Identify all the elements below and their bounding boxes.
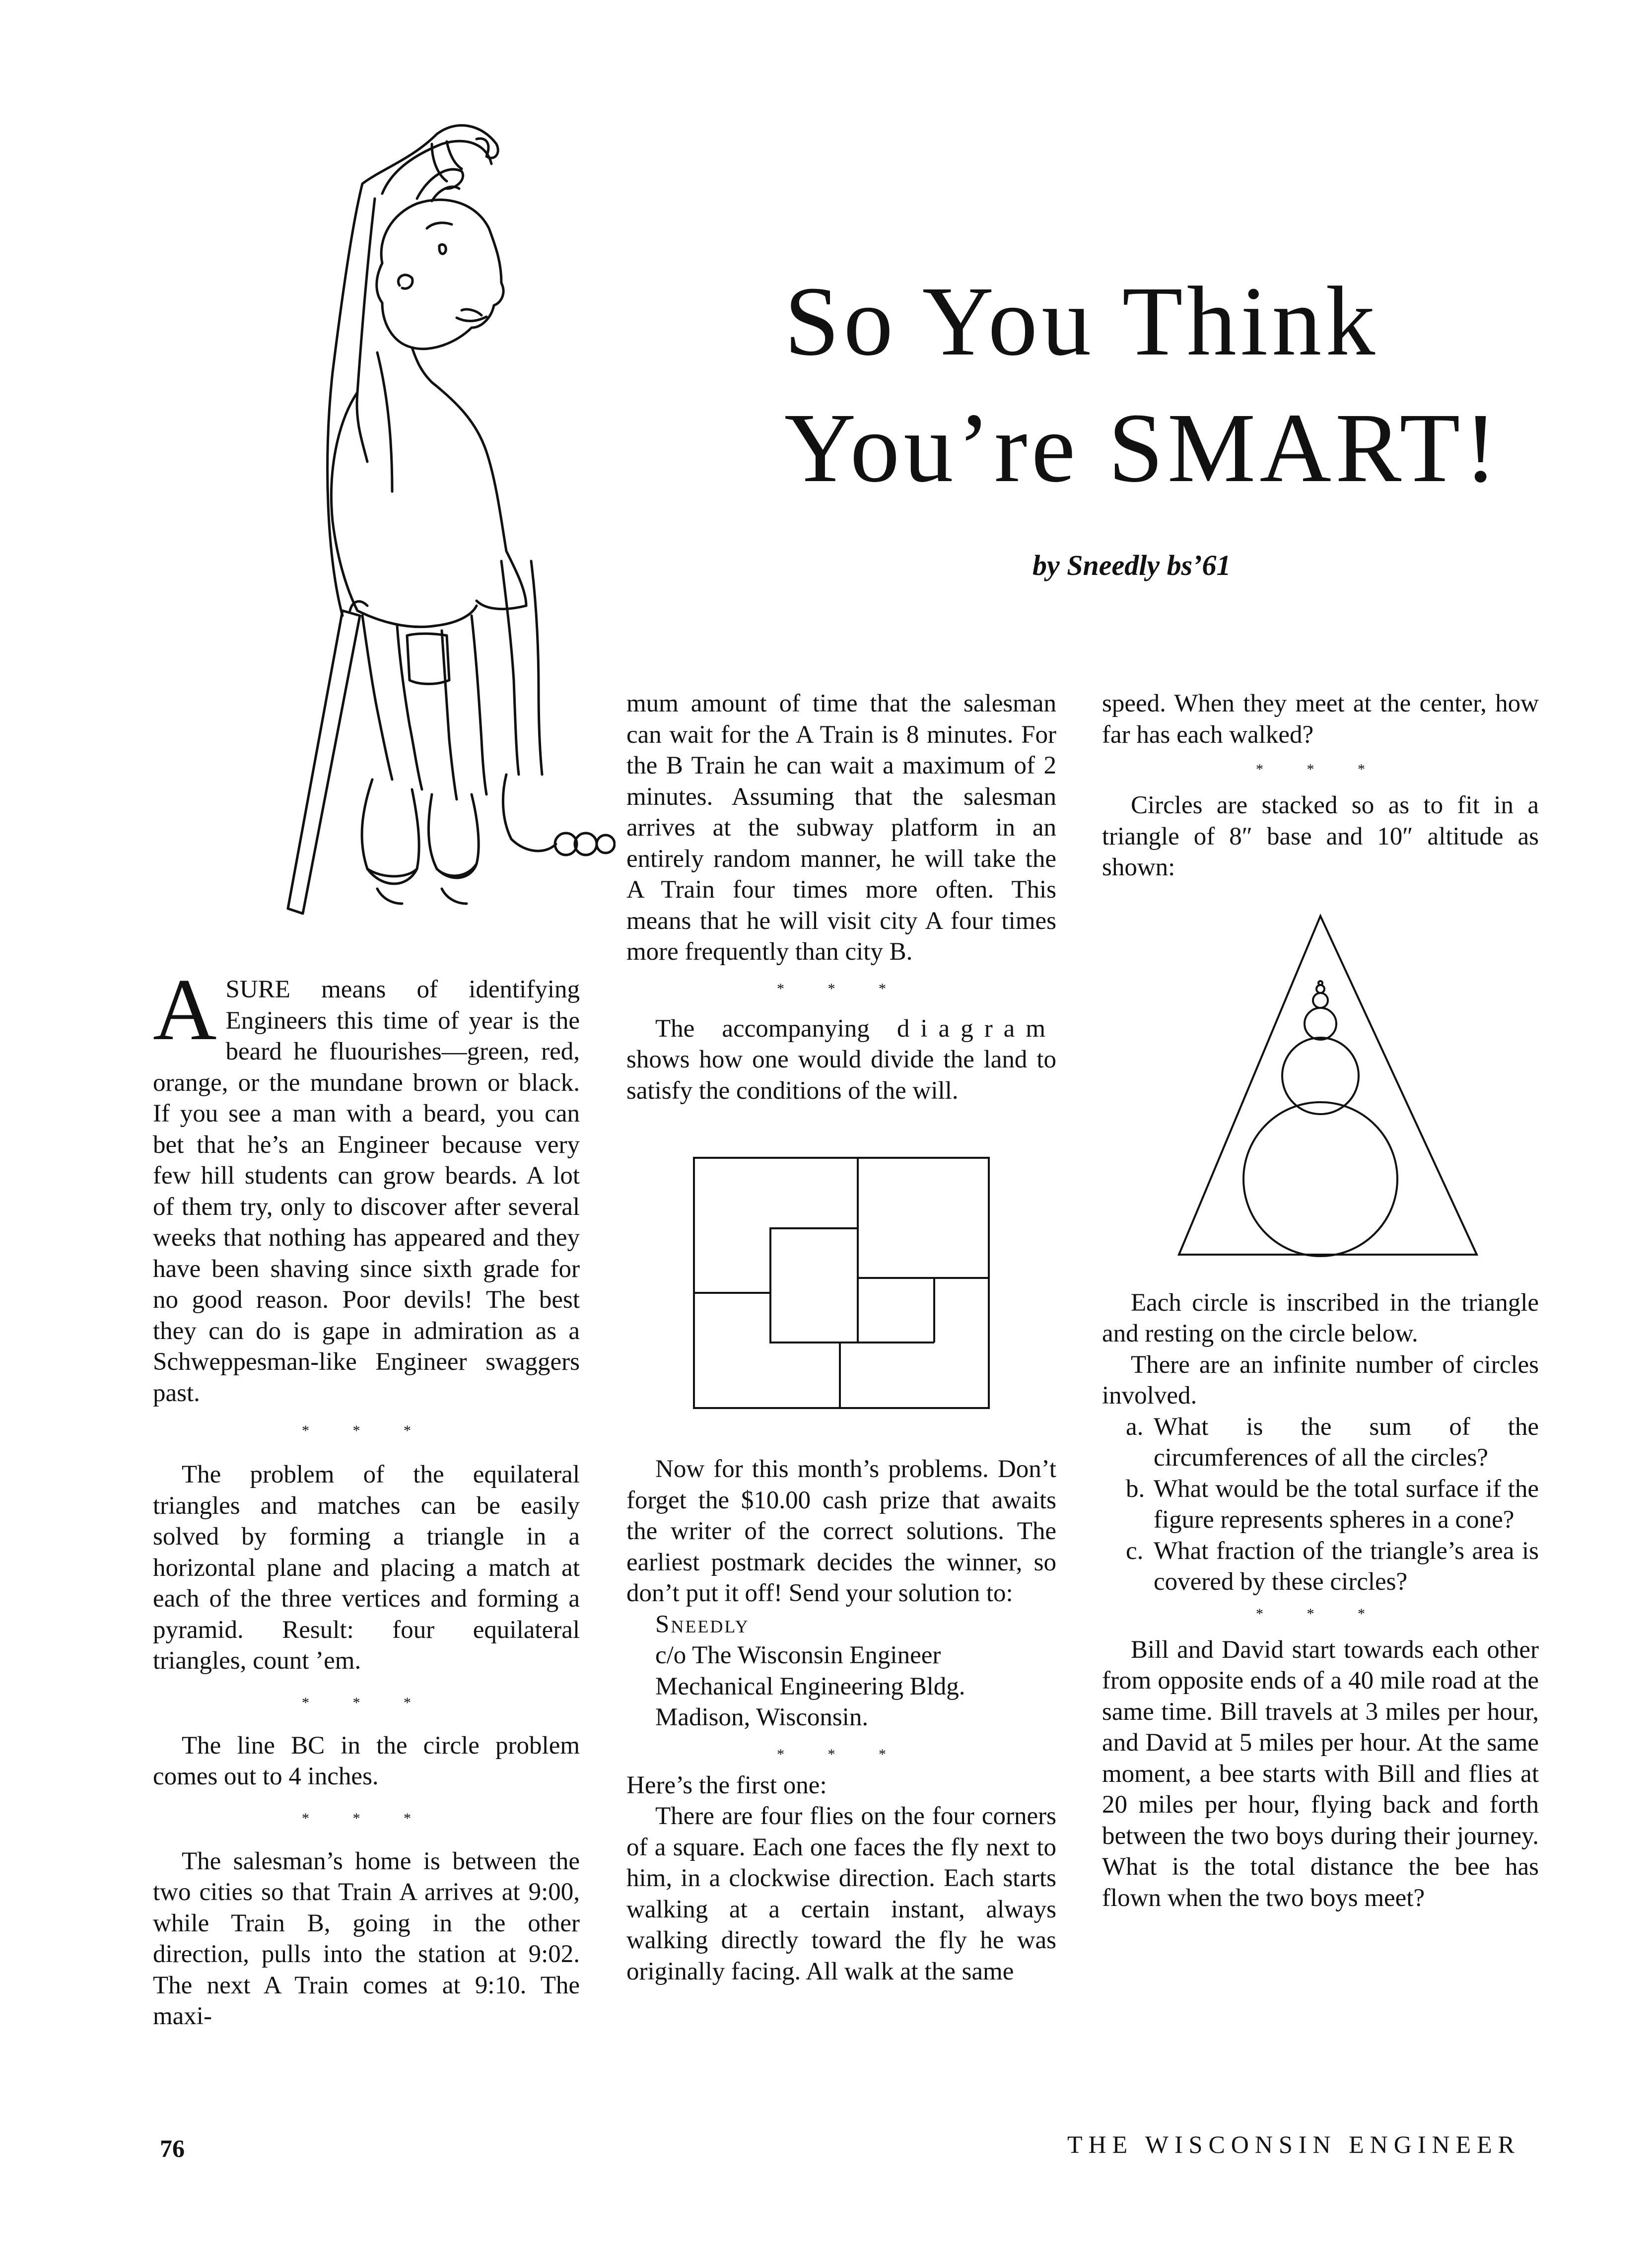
bee-problem-paragraph: Bill and David start towards each other from opposite ends of a 40 mile road at the same time. Bill travels at 3 miles per hour, and David at 5 miles per hour. At the same moment, a bee starts with Bill and flies at 20 miles per hour, flying back and forth between the two boys during their journey. What is the total distance the bee has flown when the two boys meet? [1102, 1635, 1539, 1912]
address-line-3: Mechanical Engineering Bldg. [655, 1672, 965, 1700]
problems-intro-paragraph: Now for this month’s problems. Don’t forget the $10.00 cash prize that awaits the writer of the correct solutions. The earliest postmark decides the winner, so don’t put it off! Send your solution to: [626, 1455, 1056, 1607]
mailing-address [655, 1609, 1056, 1733]
question-a-text: What is the sum of the circumferences of all the circles? [1154, 1412, 1539, 1472]
article-title-line2: You’re SMART! [784, 393, 1502, 503]
question-a-marker: a. [1126, 1412, 1144, 1441]
flies-problem-paragraph: There are four flies on the four corners of a square. Each one faces the fly next to him, in a clockwise direction. Each starts walking at a certain instant, always walking directly toward the fly he was originally facing. All walk at the same [626, 1802, 1056, 1985]
circle-answer-paragraph: The line BC in the circle problem comes out to 4 inches. [153, 1731, 580, 1790]
land-division-diagram [626, 1156, 1056, 1434]
article-title-line1: So You Think [784, 267, 1379, 376]
circles-questions [1102, 1412, 1539, 1598]
diagram-paragraph-pre: The accompanying [655, 1014, 870, 1043]
section-separator: * * * [777, 1746, 906, 1763]
question-c [1102, 1536, 1539, 1598]
column-2 [626, 688, 1056, 1987]
page-number: 76 [160, 2134, 185, 2162]
address-line-4: Madison, Wisconsin. [655, 1703, 869, 1731]
salesman-answer-paragraph: The salesman’s home is between the two cities so that Train A arrives at 9:00, while Train B, going in the other direction, pulls into the station at 9:02. The next A Train comes at 9:10. The maxi- [153, 1847, 580, 2030]
intro-paragraph [153, 960, 580, 1409]
question-c-marker: c. [1126, 1537, 1144, 1565]
column-3 [1102, 688, 1539, 1913]
flies-problem-continued: speed. When they meet at the center, how far has each walked? [1102, 690, 1539, 749]
magazine-name: THE WISCONSIN ENGINEER [1067, 2130, 1521, 2158]
article-title [784, 258, 1579, 511]
section-separator: * * * [777, 980, 906, 997]
question-b-text: What would be the total surface if the figure represents spheres in a cone? [1154, 1475, 1539, 1534]
circles-infinite: There are an infinite number of circles involved. [1102, 1350, 1539, 1410]
diagram-paragraph-post: shows how one would divide the land to satisfy the conditions of the will. [626, 1046, 1056, 1105]
diagram-paragraph [626, 1013, 1056, 1107]
question-b-marker: b. [1126, 1475, 1145, 1503]
salesman-answer-continued: mum amount of time that the salesman can wait for the A Train is 8 minutes. For the B Train he can wait a maximum of 2 minutes. Assuming that the salesman arrives at the subway platform in an entirely random manner, he will take the A Train four times more often. This means that he will visit city A four times more frequently than city B. [626, 690, 1056, 966]
section-separator: * * * [302, 1422, 431, 1439]
column-1 [153, 960, 580, 2032]
section-separator: * * * [1256, 761, 1385, 777]
first-problem-label: Here’s the first one: [626, 1771, 827, 1799]
triangles-answer-paragraph: The problem of the equilateral triangles and matches can be easily solved by forming a triangle in a horizontal plane and placing a match at each of the three vertices and forming a pyramid. Result: four equilateral triangles, count ’em. [153, 1461, 580, 1675]
address-line-2: c/o The Wisconsin Engineer [655, 1641, 941, 1669]
question-b [1102, 1474, 1539, 1536]
section-separator: * * * [302, 1810, 431, 1827]
question-a [1102, 1412, 1539, 1474]
section-separator: * * * [1256, 1605, 1385, 1622]
circles-problem-paragraph: Circles are stacked so as to fit in a triangle of 8″ base and 10″ altitude as shown: [1102, 791, 1539, 881]
question-c-text: What fraction of the triangle’s area is covered by these circles? [1154, 1537, 1539, 1596]
section-separator: * * * [302, 1694, 431, 1711]
diagram-word: diagram [896, 1014, 1056, 1043]
byline: by Sneedly bs’61 [1032, 549, 1231, 581]
circles-description: Each circle is inscribed in the triangle and resting on the circle below. [1102, 1288, 1539, 1347]
thinking-engineer-cartoon [268, 114, 616, 938]
drop-cap: A [153, 960, 217, 1059]
inscribed-circles-triangle-diagram [1102, 912, 1539, 1270]
intro-paragraph-text: SURE means of identifying Engineers this time of year is the beard he fluourishes—green, red, orange, or the mundane brown or black. If you see a man with a beard, you can bet that he’s an Engineer because very few hill students can grow beards. A lot of them try, only to discover after several weeks that nothing has appeared and they have been shaving since sixth grade for no good reason. Poor devils! The best they can do is gape in admiration as a Schweppesman-like Engineer swaggers past. [153, 976, 580, 1407]
address-name: Sneedly [655, 1610, 750, 1638]
